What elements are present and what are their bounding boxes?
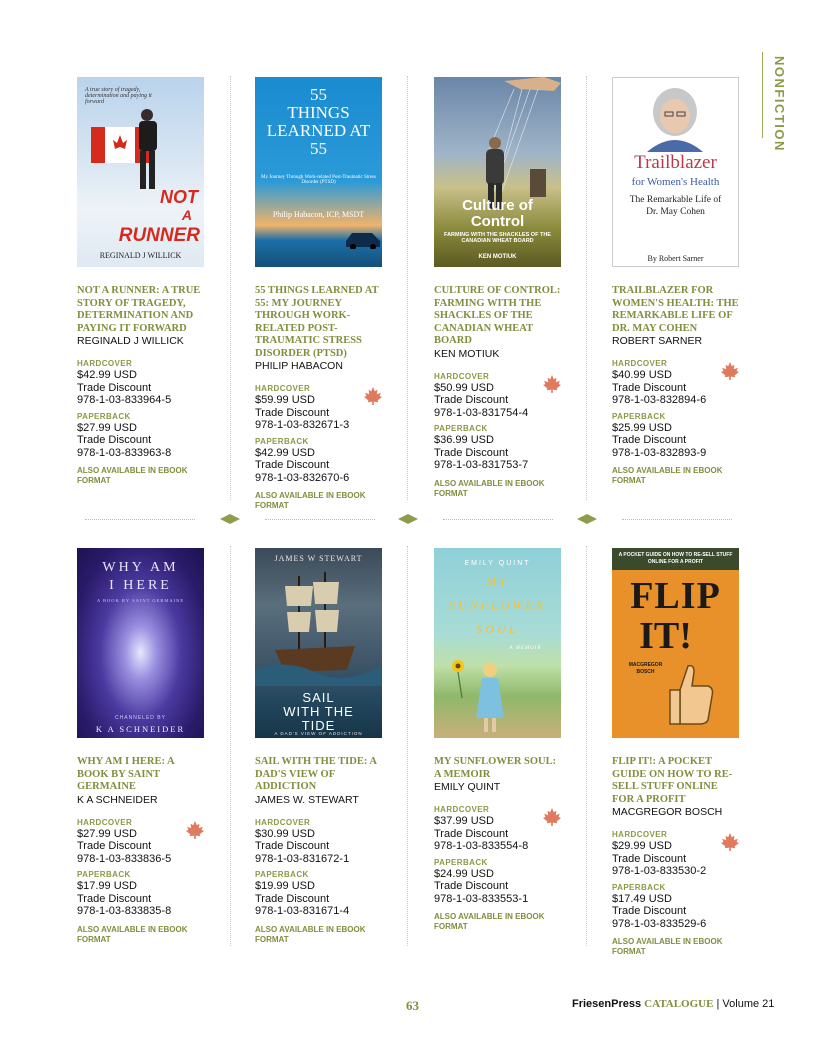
catalogue-footer bbox=[572, 998, 774, 1010]
isbn: 978-1-03-833530-2 bbox=[612, 865, 707, 877]
price: $50.99 USD bbox=[434, 381, 494, 394]
cover-title-line: FLIP bbox=[630, 575, 721, 617]
format-label: HARDCOVER bbox=[612, 359, 668, 368]
format-label: HARDCOVER bbox=[255, 817, 311, 827]
cover-subtitle: A DAD'S VIEW OF ADDICTION bbox=[274, 731, 363, 736]
book-cover[interactable] bbox=[612, 77, 739, 267]
section-tab-label: NONFICTION bbox=[772, 56, 787, 152]
trade-discount: Trade Discount bbox=[77, 434, 152, 446]
paperback-info bbox=[255, 869, 385, 918]
cover-author: REGINALD J WILLICK bbox=[99, 251, 182, 260]
paperback-info bbox=[612, 882, 742, 931]
book-entry bbox=[77, 77, 207, 486]
price: $29.99 USD bbox=[612, 840, 672, 852]
ebook-note: ALSO AVAILABLE IN EBOOK FORMAT bbox=[612, 466, 723, 485]
book-entry bbox=[612, 77, 742, 486]
price: $59.99 USD bbox=[255, 394, 315, 406]
trade-discount: Trade Discount bbox=[612, 852, 687, 865]
price: $42.99 USD bbox=[77, 369, 137, 381]
format-label: HARDCOVER bbox=[612, 830, 668, 839]
trade-discount: Trade Discount bbox=[77, 892, 152, 905]
footer-catalogue: CATALOGUE bbox=[644, 998, 714, 1010]
cover-title-line: LEARNED AT bbox=[266, 121, 371, 140]
cover-subtitle: FARMING WITH THE SHACKLES OF THE CANADIAN WHEAT BOARD bbox=[444, 232, 551, 244]
cover-banner-text: A POCKET GUIDE ON HOW TO RE-SELL STUFF ONLINE FOR A PROFIT bbox=[618, 552, 733, 565]
cover-title-line: Culture of bbox=[462, 197, 533, 214]
book-cover[interactable] bbox=[612, 548, 739, 738]
cover-author: Philip Habacon, ICP, MSDT bbox=[272, 210, 365, 219]
column-divider bbox=[586, 76, 587, 500]
hardcover-info bbox=[255, 817, 385, 866]
cover-title-line: NOT bbox=[160, 187, 198, 207]
cover-title-line: I HERE bbox=[109, 578, 172, 593]
format-label: HARDCOVER bbox=[77, 359, 133, 368]
price: $25.99 USD bbox=[612, 421, 672, 434]
format-label: PAPERBACK bbox=[77, 870, 131, 879]
cover-title-line: 55 bbox=[310, 85, 327, 104]
ebook-note: ALSO AVAILABLE IN EBOOK FORMAT bbox=[434, 478, 545, 498]
cover-channeled-label: CHANNELED BY bbox=[115, 715, 166, 721]
ebook-note: ALSO AVAILABLE IN EBOOK FORMAT bbox=[612, 937, 723, 956]
book-title[interactable]: CULTURE OF CONTROL: FARMING WITH THE SHACKLES OF THE CANADIAN WHEAT BOARD bbox=[434, 285, 561, 346]
isbn: 978-1-03-831672-1 bbox=[255, 852, 350, 865]
price: $37.99 USD bbox=[434, 815, 494, 827]
isbn: 978-1-03-833529-6 bbox=[612, 917, 707, 930]
price: $24.99 USD bbox=[434, 867, 494, 880]
column-divider bbox=[230, 76, 231, 500]
trade-discount: Trade Discount bbox=[77, 840, 152, 852]
hardcover-info bbox=[612, 829, 742, 878]
hardcover-info bbox=[77, 358, 207, 407]
maple-leaf-icon bbox=[185, 820, 205, 840]
cover-author: K A SCHNEIDER bbox=[95, 724, 186, 734]
book-title[interactable]: SAIL WITH THE TIDE: A DAD'S VIEW OF ADDICTION bbox=[255, 756, 377, 792]
trade-discount: Trade Discount bbox=[434, 880, 509, 892]
maple-leaf-icon bbox=[542, 374, 562, 394]
cover-title-line: WITH THE bbox=[283, 704, 354, 719]
ebook-note: ALSO AVAILABLE IN EBOOK FORMAT bbox=[77, 466, 188, 485]
cover-author: By Robert Sarner bbox=[647, 254, 704, 263]
format-label: HARDCOVER bbox=[255, 384, 311, 393]
format-label: PAPERBACK bbox=[612, 882, 666, 892]
isbn: 978-1-03-832670-6 bbox=[255, 471, 350, 484]
trade-discount: Trade Discount bbox=[612, 905, 687, 917]
isbn: 978-1-03-832893-9 bbox=[612, 446, 707, 459]
trade-discount: Trade Discount bbox=[434, 827, 509, 840]
cover-author: MACGREGOR BOSCH bbox=[628, 662, 663, 675]
thumbs-up-icon bbox=[660, 660, 720, 730]
book-title[interactable]: TRAILBLAZER FOR WOMEN'S HEALTH: THE REMARKABLE LIFE OF DR. MAY COHEN bbox=[612, 285, 739, 334]
diamond-ornament bbox=[220, 514, 240, 524]
book-author: REGINALD J WILLICK bbox=[77, 335, 184, 347]
book-author: JAMES W. STEWART bbox=[255, 793, 359, 806]
column-divider bbox=[586, 546, 587, 946]
footer-volume: | Volume 21 bbox=[716, 998, 775, 1010]
cover-tagline: A true story of tragedy, determination and paying it forward bbox=[85, 87, 152, 105]
book-cover[interactable] bbox=[77, 77, 204, 267]
cover-title-line: IT! bbox=[639, 615, 692, 657]
isbn: 978-1-03-833554-8 bbox=[434, 840, 529, 852]
book-title[interactable]: 55 THINGS LEARNED AT 55: MY JOURNEY THROUGH WORK-RELATED POST-TRAUMATIC STRESS DISORDER (PTSD) bbox=[255, 285, 379, 359]
price: $17.99 USD bbox=[77, 880, 137, 892]
cover-title-line: A bbox=[181, 207, 192, 223]
trade-discount: Trade Discount bbox=[434, 446, 509, 459]
isbn: 978-1-03-833964-5 bbox=[77, 394, 172, 406]
paperback-info bbox=[77, 869, 207, 918]
book-cover[interactable] bbox=[434, 77, 561, 267]
book-author: K A SCHNEIDER bbox=[77, 793, 158, 806]
ebook-note: ALSO AVAILABLE IN EBOOK FORMAT bbox=[434, 912, 545, 931]
book-entry bbox=[255, 77, 385, 511]
format-label: PAPERBACK bbox=[255, 436, 309, 446]
book-cover[interactable] bbox=[77, 548, 204, 738]
price: $42.99 USD bbox=[255, 446, 315, 459]
book-entry bbox=[434, 548, 564, 932]
ebook-note: ALSO AVAILABLE IN EBOOK FORMAT bbox=[255, 924, 366, 944]
isbn: 978-1-03-831753-7 bbox=[434, 459, 529, 471]
book-author: EMILY QUINT bbox=[434, 781, 501, 793]
format-label: HARDCOVER bbox=[434, 371, 490, 381]
book-title[interactable]: FLIP IT!: A POCKET GUIDE ON HOW TO RE-SELL STUFF ONLINE FOR A PROFIT bbox=[612, 756, 733, 805]
hardcover-info bbox=[612, 358, 742, 407]
isbn: 978-1-03-832894-6 bbox=[612, 394, 707, 406]
book-title[interactable]: WHY AM I HERE: A BOOK BY SAINT GERMAINE bbox=[77, 756, 175, 792]
portrait-icon bbox=[613, 82, 739, 152]
book-entry bbox=[434, 77, 564, 499]
format-label: PAPERBACK bbox=[434, 857, 488, 867]
isbn: 978-1-03-833835-8 bbox=[77, 905, 172, 917]
hardcover-info bbox=[77, 817, 207, 866]
paperback-info bbox=[77, 411, 207, 460]
book-entry bbox=[77, 548, 207, 945]
row-divider bbox=[443, 519, 553, 520]
ship-icon bbox=[255, 566, 382, 686]
isbn: 978-1-03-831754-4 bbox=[434, 406, 529, 419]
car-icon bbox=[342, 227, 382, 249]
trade-discount: Trade Discount bbox=[255, 892, 330, 905]
format-label: PAPERBACK bbox=[77, 411, 131, 421]
price: $17.49 USD bbox=[612, 892, 672, 905]
diamond-ornament bbox=[577, 514, 597, 524]
price: $19.99 USD bbox=[255, 880, 315, 892]
format-label: PAPERBACK bbox=[434, 424, 488, 433]
cover-banner bbox=[612, 548, 739, 570]
cover-title-line: WHY AM bbox=[102, 560, 179, 575]
price: $40.99 USD bbox=[612, 369, 672, 381]
isbn: 978-1-03-832671-3 bbox=[255, 419, 350, 431]
trade-discount: Trade Discount bbox=[255, 459, 330, 471]
cover-subtitle: A MEMOIR bbox=[509, 646, 542, 651]
book-title[interactable]: MY SUNFLOWER SOUL: A MEMOIR bbox=[434, 756, 557, 780]
ebook-note: ALSO AVAILABLE IN EBOOK FORMAT bbox=[77, 924, 188, 944]
trade-discount: Trade Discount bbox=[612, 434, 687, 446]
cover-title-line: MY bbox=[486, 574, 509, 588]
isbn: 978-1-03-833836-5 bbox=[77, 852, 172, 865]
cover-subtitle: The Remarkable Life of Dr. May Cohen bbox=[629, 195, 722, 217]
book-cover[interactable] bbox=[434, 548, 561, 738]
price: $27.99 USD bbox=[77, 421, 137, 434]
column-divider bbox=[230, 546, 231, 946]
price: $30.99 USD bbox=[255, 827, 315, 840]
price: $27.99 USD bbox=[77, 827, 137, 840]
book-cover[interactable] bbox=[255, 77, 382, 267]
book-author: PHILIP HABACON bbox=[255, 360, 343, 372]
cover-title-line: Trailblazer bbox=[634, 152, 717, 173]
cover-title-line: SAIL bbox=[302, 690, 335, 705]
row-divider bbox=[85, 519, 195, 520]
row-divider bbox=[622, 519, 732, 520]
paperback-info bbox=[612, 411, 742, 460]
maple-leaf-icon bbox=[720, 832, 740, 852]
format-label: HARDCOVER bbox=[77, 817, 133, 827]
isbn: 978-1-03-833553-1 bbox=[434, 892, 529, 905]
cover-title-line: TIDE bbox=[301, 718, 336, 733]
price: $36.99 USD bbox=[434, 434, 494, 446]
trade-discount: Trade Discount bbox=[434, 394, 509, 406]
cover-author: KEN MOTIUK bbox=[478, 254, 517, 260]
cover-subtitle: My Journey Through Work-related Post-Traumatic Stress Disorder (PTSD) bbox=[261, 175, 376, 185]
hardcover-info bbox=[434, 371, 564, 420]
paperback-info bbox=[255, 436, 385, 485]
cover-title-line: for Women's Health bbox=[631, 176, 720, 188]
trade-discount: Trade Discount bbox=[255, 840, 330, 852]
format-label: PAPERBACK bbox=[612, 411, 666, 421]
isbn: 978-1-03-831671-4 bbox=[255, 905, 350, 917]
book-entry bbox=[612, 548, 742, 957]
format-label: PAPERBACK bbox=[255, 870, 309, 879]
cover-title-line: SUNFLOWER bbox=[449, 598, 546, 612]
isbn: 978-1-03-833963-8 bbox=[77, 446, 172, 459]
diamond-ornament bbox=[398, 514, 418, 524]
footer-brand: FriesenPress bbox=[572, 998, 642, 1010]
book-author: MACGREGOR BOSCH bbox=[612, 806, 723, 818]
paperback-info bbox=[434, 857, 564, 906]
cover-title-line: Control bbox=[470, 213, 525, 230]
cover-subtitle: A BOOK BY SAINT GERMAINE bbox=[96, 598, 185, 603]
column-divider bbox=[407, 76, 408, 500]
section-tab bbox=[762, 52, 800, 152]
trade-discount: Trade Discount bbox=[77, 381, 152, 394]
girl-with-sunflower-icon bbox=[434, 648, 561, 738]
trade-discount: Trade Discount bbox=[612, 381, 687, 394]
column-divider bbox=[407, 546, 408, 946]
cover-author: JAMES W STEWART bbox=[274, 554, 363, 563]
book-author: KEN MOTIUK bbox=[434, 347, 500, 360]
maple-leaf-icon bbox=[720, 361, 740, 381]
paperback-info bbox=[434, 423, 564, 472]
book-cover[interactable] bbox=[255, 548, 382, 738]
ebook-note: ALSO AVAILABLE IN EBOOK FORMAT bbox=[255, 491, 366, 510]
maple-leaf-icon bbox=[363, 386, 383, 406]
trade-discount: Trade Discount bbox=[255, 406, 330, 419]
cover-title-line: RUNNER bbox=[118, 225, 200, 246]
hardcover-info bbox=[255, 383, 385, 432]
book-title[interactable]: NOT A RUNNER: A TRUE STORY OF TRAGEDY, DETERMINATION AND PAYING IT FORWARD bbox=[77, 285, 201, 334]
hardcover-info bbox=[434, 804, 564, 853]
row-divider bbox=[265, 519, 375, 520]
page-number: 63 bbox=[406, 998, 419, 1013]
cover-title-line: 55 bbox=[310, 139, 327, 158]
cover-title-line: THINGS bbox=[287, 103, 350, 122]
book-entry bbox=[255, 548, 385, 945]
cover-title-line: SOUL bbox=[476, 622, 519, 636]
format-label: HARDCOVER bbox=[434, 805, 490, 814]
cover-author: EMILY QUINT bbox=[464, 560, 531, 567]
book-author: ROBERT SARNER bbox=[612, 335, 703, 347]
maple-leaf-icon bbox=[542, 807, 562, 827]
